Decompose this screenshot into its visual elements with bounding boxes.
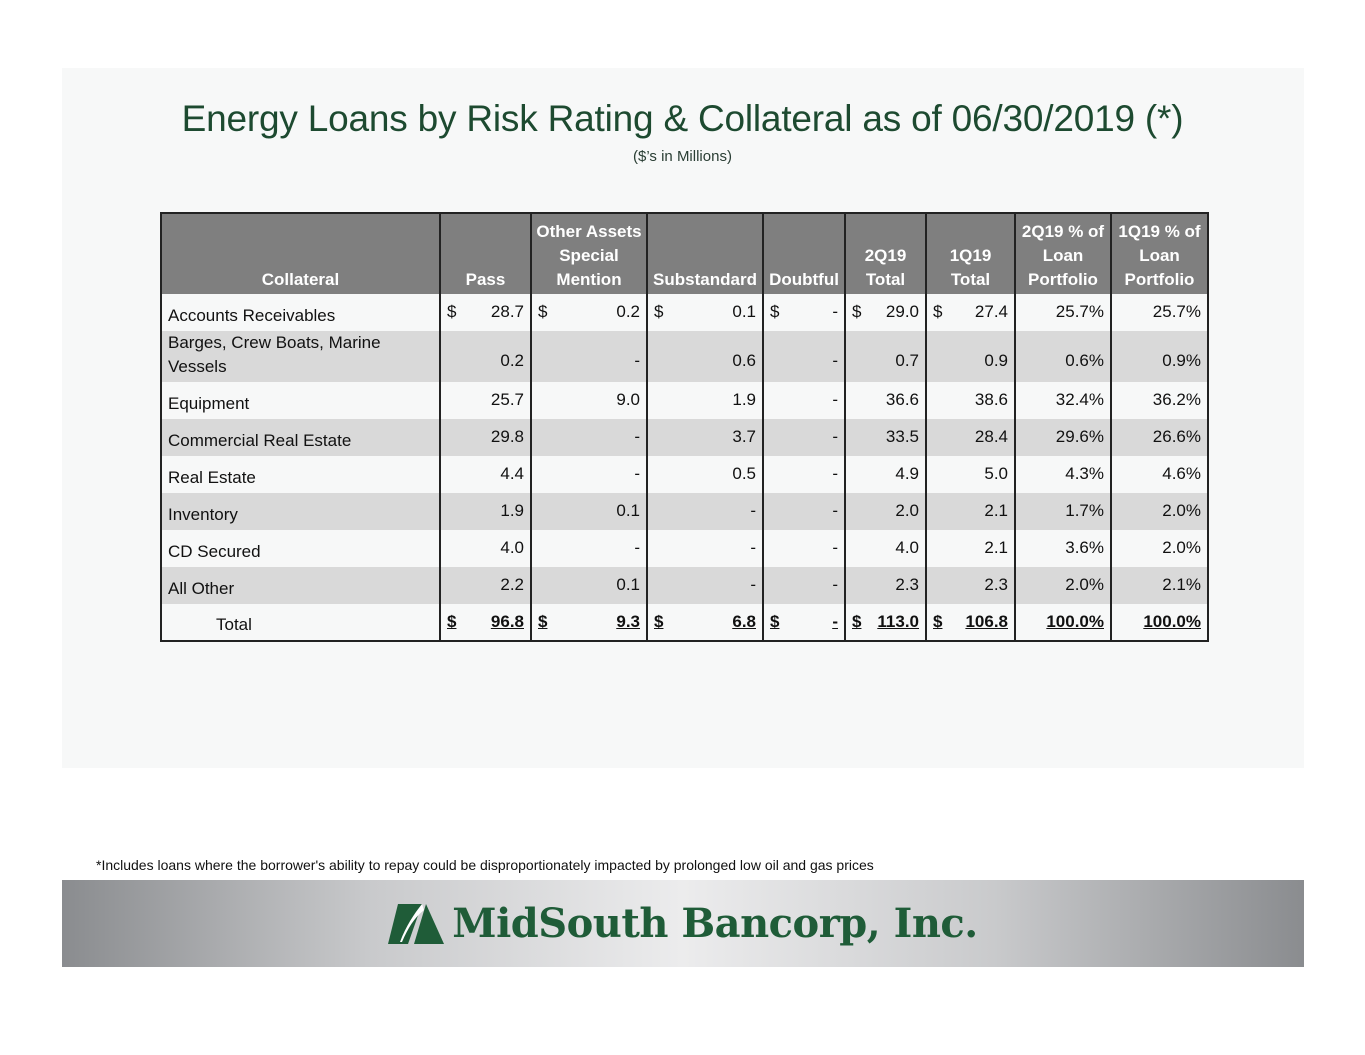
cell-2q19-pct: 32.4% xyxy=(1015,382,1111,419)
energy-loans-table xyxy=(160,212,1209,642)
cell-2q19-pct: 29.6% xyxy=(1015,419,1111,456)
cell-1q19-pct: 0.9% xyxy=(1111,331,1208,382)
header-doubtful: Doubtful xyxy=(763,213,845,294)
cell-special-mention: 0.1 xyxy=(531,493,647,530)
cell-1q19-total: 2.1 xyxy=(926,530,1015,567)
cell-pass: 0.2 xyxy=(440,331,531,382)
cell-pass: $ 28.7 xyxy=(440,294,531,331)
cell-2q19-total: 36.6 xyxy=(845,382,926,419)
cell-substandard: $ 0.1 xyxy=(647,294,763,331)
cell-pass: 2.2 xyxy=(440,567,531,604)
row-label: CD Secured xyxy=(168,542,261,561)
table-row xyxy=(161,493,1208,530)
header-pass: Pass xyxy=(440,213,531,294)
cell-2q19-pct: 25.7% xyxy=(1015,294,1111,331)
cell-pass: 29.8 xyxy=(440,419,531,456)
cell-2q19-total: 33.5 xyxy=(845,419,926,456)
cell-special-mention: - xyxy=(531,419,647,456)
cell-special-mention: 9.0 xyxy=(531,382,647,419)
table-row xyxy=(161,294,1208,331)
cell-1q19-pct: 2.0% xyxy=(1111,493,1208,530)
cell-1q19-total: 0.9 xyxy=(926,331,1015,382)
cell-doubtful: - xyxy=(763,493,845,530)
currency-symbol: $ xyxy=(770,612,780,631)
header-collateral: Collateral xyxy=(161,213,440,294)
currency-symbol: $ xyxy=(538,612,548,631)
row-label: Accounts Receivables xyxy=(168,306,336,325)
cell-2q19-total: 2.3 xyxy=(845,567,926,604)
page-title: Energy Loans by Risk Rating & Collateral as of 06/30/2019 (*) xyxy=(181,98,1184,139)
cell-special-mention: - xyxy=(531,331,647,382)
total-pass: $ 96.8 xyxy=(440,604,531,641)
header-2q19-pct: 2Q19 % of Loan Portfolio xyxy=(1015,213,1111,294)
currency-symbol: $ xyxy=(770,302,780,321)
total-label: Total xyxy=(216,615,252,634)
row-label: Inventory xyxy=(161,493,440,530)
cell-1q19-pct: 26.6% xyxy=(1111,419,1208,456)
cell-1q19-pct: 2.1% xyxy=(1111,567,1208,604)
cell-2q19-total: 0.7 xyxy=(845,331,926,382)
cell-substandard: 3.7 xyxy=(647,419,763,456)
row-label: Real Estate xyxy=(168,468,256,487)
cell-doubtful: - xyxy=(763,530,845,567)
total-1q19: $ 106.8 xyxy=(926,604,1015,641)
row-label: All Other xyxy=(161,567,440,604)
cell-doubtful: - xyxy=(763,382,845,419)
cell-substandard: - xyxy=(647,493,763,530)
header-substandard: Substandard xyxy=(647,213,763,294)
cell-2q19-pct: 1.7% xyxy=(1015,493,1111,530)
midsouth-logo-icon xyxy=(388,904,444,944)
cell-1q19-total: 38.6 xyxy=(926,382,1015,419)
table-header-row xyxy=(161,213,1208,294)
table-row xyxy=(161,456,1208,493)
cell-1q19-total: $ 27.4 xyxy=(926,294,1015,331)
cell-2q19-total: 4.0 xyxy=(845,530,926,567)
table-row xyxy=(161,567,1208,604)
header-1q19-total: 1Q19 Total xyxy=(926,213,1015,294)
cell-1q19-pct: 2.0% xyxy=(1111,530,1208,567)
cell-pass: 1.9 xyxy=(440,493,531,530)
cell-special-mention: $ 0.2 xyxy=(531,294,647,331)
currency-symbol: $ xyxy=(538,302,548,321)
currency-symbol: $ xyxy=(447,612,457,631)
cell-1q19-total: 28.4 xyxy=(926,419,1015,456)
cell-doubtful: $ - xyxy=(763,294,845,331)
cell-doubtful: - xyxy=(763,567,845,604)
currency-symbol: $ xyxy=(654,302,664,321)
currency-symbol: $ xyxy=(447,302,457,321)
total-doubtful: $ - xyxy=(763,604,845,641)
cell-special-mention: 0.1 xyxy=(531,567,647,604)
cell-1q19-total: 2.1 xyxy=(926,493,1015,530)
currency-symbol: $ xyxy=(654,612,664,631)
brand-name: MidSouth Bancorp, Inc. xyxy=(452,900,978,947)
currency-symbol: $ xyxy=(933,302,943,321)
cell-pass: 4.0 xyxy=(440,530,531,567)
cell-1q19-pct: 25.7% xyxy=(1111,294,1208,331)
footnote: *Includes loans where the borrower's ability to repay could be disproportionately impacted by prolonged low oil and gas prices xyxy=(96,857,874,873)
total-1q19-pct: 100.0% xyxy=(1111,604,1208,641)
table-row xyxy=(161,419,1208,456)
cell-substandard: - xyxy=(647,530,763,567)
total-2q19-pct: 100.0% xyxy=(1015,604,1111,641)
cell-pass: 25.7 xyxy=(440,382,531,419)
total-special-mention: $ 9.3 xyxy=(531,604,647,641)
header-2q19-total: 2Q19 Total xyxy=(845,213,926,294)
cell-2q19-pct: 3.6% xyxy=(1015,530,1111,567)
table-total-row xyxy=(161,604,1208,641)
cell-doubtful: - xyxy=(763,456,845,493)
cell-2q19-pct: 4.3% xyxy=(1015,456,1111,493)
cell-2q19-total: 4.9 xyxy=(845,456,926,493)
cell-1q19-total: 5.0 xyxy=(926,456,1015,493)
cell-1q19-total: 2.3 xyxy=(926,567,1015,604)
cell-2q19-total: $ 29.0 xyxy=(845,294,926,331)
row-label: Barges, Crew Boats, Marine Vessels xyxy=(161,331,440,382)
currency-symbol: $ xyxy=(852,612,862,631)
cell-1q19-pct: 4.6% xyxy=(1111,456,1208,493)
table-row xyxy=(161,331,1208,382)
currency-symbol: $ xyxy=(933,612,943,631)
total-substandard: $ 6.8 xyxy=(647,604,763,641)
total-2q19: $ 113.0 xyxy=(845,604,926,641)
cell-special-mention: - xyxy=(531,456,647,493)
header-1q19-pct: 1Q19 % of Loan Portfolio xyxy=(1111,213,1208,294)
cell-2q19-pct: 2.0% xyxy=(1015,567,1111,604)
cell-doubtful: - xyxy=(763,331,845,382)
table-row xyxy=(161,382,1208,419)
cell-2q19-total: 2.0 xyxy=(845,493,926,530)
brand-banner xyxy=(62,880,1304,967)
page-subtitle: ($’s in Millions) xyxy=(633,148,732,165)
cell-substandard: 0.6 xyxy=(647,331,763,382)
row-label: Equipment xyxy=(168,394,250,413)
cell-doubtful: - xyxy=(763,419,845,456)
cell-2q19-pct: 0.6% xyxy=(1015,331,1111,382)
table-row xyxy=(161,530,1208,567)
cell-substandard: 1.9 xyxy=(647,382,763,419)
cell-substandard: 0.5 xyxy=(647,456,763,493)
cell-substandard: - xyxy=(647,567,763,604)
cell-special-mention: - xyxy=(531,530,647,567)
currency-symbol: $ xyxy=(852,302,862,321)
cell-1q19-pct: 36.2% xyxy=(1111,382,1208,419)
row-label: Commercial Real Estate xyxy=(161,419,440,456)
header-special-mention: Other Assets Special Mention xyxy=(531,213,647,294)
cell-pass: 4.4 xyxy=(440,456,531,493)
